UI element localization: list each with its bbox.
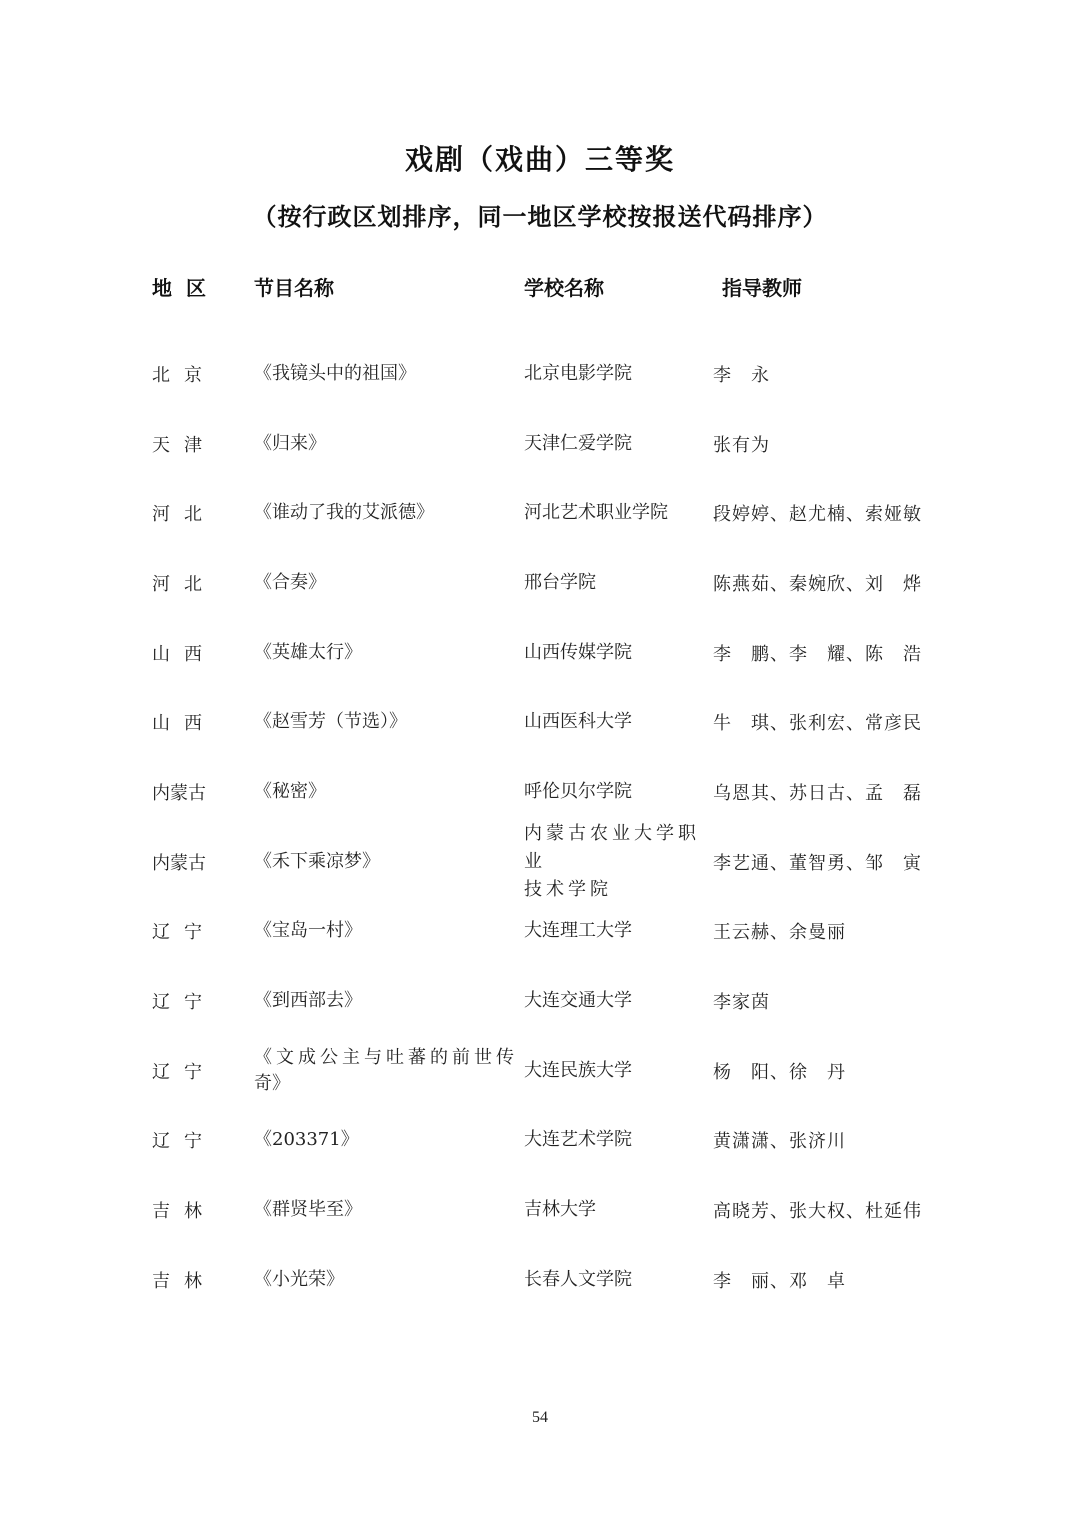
teacher-cell: 李家茵 [713,992,770,1014]
program-cell: 《我镜头中的祖国》 [254,362,416,384]
header-program: 节目名称 [254,276,334,300]
teacher-cell: 乌恩其、苏日古、孟 磊 [713,782,922,804]
teacher-cell: 张有为 [713,434,770,456]
header-school: 学校名称 [524,276,604,300]
teacher-cell: 高晓芳、张大权、杜延伟 [713,1201,922,1223]
page-title: 戏剧（戏曲）三等奖 [404,143,675,176]
school-cell-line1: 内蒙古农业大学职业 [524,822,700,872]
header-teacher: 指导教师 [722,276,802,300]
region-cell: 天津 [152,434,216,456]
teacher-cell: 王云赫、余曼丽 [713,922,846,944]
program-cell: 《英雄太行》 [254,641,362,663]
region-cell: 山西 [152,643,216,665]
school-cell: 大连艺术学院 [524,1129,632,1151]
table-header [0,272,1080,302]
region-cell: 吉林 [152,1201,216,1223]
program-cell: 《到西部去》 [254,990,362,1012]
program-cell: 《禾下乘凉梦》 [254,850,380,872]
school-cell-line2: 技术学院 [524,878,612,900]
teacher-cell: 黄潇潇、张济川 [713,1131,846,1153]
teacher-cell: 李艺通、董智勇、邹 寅 [713,852,922,874]
teacher-cell: 段婷婷、赵尤楠、索娅敏 [713,504,922,526]
school-cell: 天津仁爱学院 [524,432,632,454]
table-row [0,822,1080,900]
program-cell: 《赵雪芳（节选）》 [254,711,407,733]
program-cell: 《谁动了我的艾派德》 [254,502,434,524]
table-row [0,548,1080,618]
region-cell: 辽宁 [152,1131,216,1153]
region-cell: 内蒙古 [152,852,206,874]
program-cell: 《归来》 [254,432,326,454]
program-cell: 《秘密》 [254,780,326,802]
table-row [0,1245,1080,1315]
program-cell: 《群贤毕至》 [254,1199,362,1221]
teacher-cell: 陈燕茹、秦婉欣、刘 烨 [713,573,922,595]
school-cell: 山西医科大学 [524,711,632,733]
teacher-cell: 牛 琪、张利宏、常彦民 [713,713,922,735]
program-cell-line2: 奇》 [254,1072,290,1094]
school-cell: 大连理工大学 [524,920,632,942]
region-cell: 辽宁 [152,922,216,944]
school-cell: 大连交通大学 [524,990,632,1012]
school-cell: 呼伦贝尔学院 [524,780,632,802]
program-cell: 《203371》 [254,1129,359,1151]
region-cell: 河北 [152,504,216,526]
region-cell: 吉林 [152,1270,216,1292]
region-cell: 内蒙古 [152,782,206,804]
program-cell: 《宝岛一村》 [254,920,362,942]
school-cell: 长春人文学院 [524,1268,632,1290]
school-cell: 河北艺术职业学院 [524,502,668,524]
award-table [0,339,1080,1315]
teacher-cell: 杨 阳、徐 丹 [713,1061,846,1083]
table-row [0,966,1080,1036]
program-cell-line1: 《文成公主与吐蕃的前世传 [254,1046,518,1068]
table-row [0,687,1080,757]
table-row [0,339,1080,409]
table-row [0,409,1080,479]
table-row [0,757,1080,827]
teacher-cell: 李 丽、邓 卓 [713,1270,846,1292]
region-cell: 山西 [152,713,216,735]
table-row [0,1106,1080,1176]
page-subtitle: （按行政区划排序，同一地区学校按报送代码排序） [252,203,828,231]
region-cell: 北京 [152,364,216,386]
teacher-cell: 李 永 [713,364,770,386]
table-row [0,1036,1080,1106]
region-cell: 辽宁 [152,992,216,1014]
header-region: 地区 [152,276,220,300]
table-row [0,1175,1080,1245]
region-cell: 辽宁 [152,1061,216,1083]
table-row [0,478,1080,548]
teacher-cell: 李 鹏、李 耀、陈 浩 [713,643,922,665]
region-cell: 河北 [152,573,216,595]
program-cell: 《小光荣》 [254,1268,344,1290]
program-cell: 《合奏》 [254,571,326,593]
page-number: 54 [532,1409,548,1426]
school-cell: 邢台学院 [524,571,596,593]
school-cell: 山西传媒学院 [524,641,632,663]
school-cell: 大连民族大学 [524,1059,632,1081]
school-cell: 北京电影学院 [524,362,632,384]
school-cell: 吉林大学 [524,1199,596,1221]
table-row [0,897,1080,967]
table-row [0,618,1080,688]
